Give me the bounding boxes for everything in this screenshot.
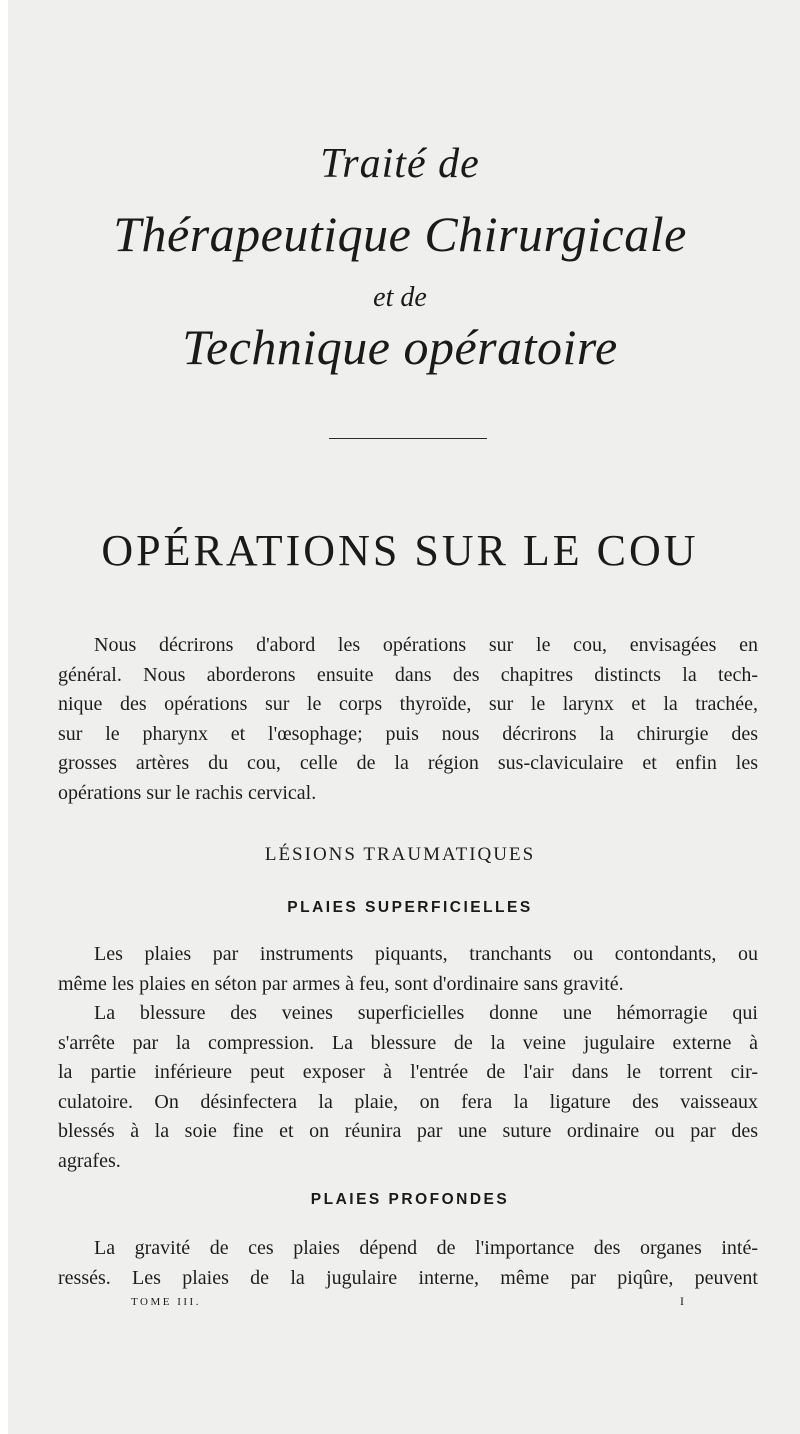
superficielles-line: agrafes. — [58, 1149, 121, 1172]
intro-line: général. Nous aborderons ensuite dans des chapitres distincts la tech- — [58, 663, 758, 686]
title-line-therapeutique: Thérapeutique Chirurgicale — [113, 206, 687, 262]
intro-line: opérations sur le rachis cervical. — [58, 781, 317, 804]
heading-plaies-superficielles: PLAIES SUPERFICIELLES — [287, 899, 533, 916]
intro-line: nique des opérations sur le corps thyroïde, sur le larynx et la trachée, — [58, 693, 758, 715]
heading-plaies-profondes: PLAIES PROFONDES — [310, 1191, 510, 1208]
title-divider — [329, 438, 487, 439]
intro-line: grosses artères du cou, celle de la région sus-claviculaire et enfin les — [58, 752, 758, 774]
footer-tome: TOME III. — [131, 1296, 201, 1308]
superficielles-paragraph-1 — [58, 940, 758, 999]
superficielles-line: s'arrête par la compression. La blessure de la veine jugulaire externe à — [58, 1031, 758, 1054]
title-line-et-de: et de — [373, 282, 427, 313]
intro-line: sur le pharynx et l'œsophage; puis nous décrirons la chirurgie des — [58, 722, 758, 745]
superficielles-line: même les plaies en séton par armes à feu, sont d'ordinaire sans gravité. — [58, 972, 624, 995]
superficielles-line: La blessure des veines superficielles donne une hémorragie qui — [94, 1002, 758, 1024]
superficielles-line: culatoire. On désinfectera la plaie, on fera la ligature des vaisseaux — [58, 1090, 758, 1113]
intro-paragraph — [58, 631, 758, 808]
title-line-technique: Technique opératoire — [182, 319, 618, 375]
page-number: I — [680, 1294, 684, 1308]
profondes-line: ressés. Les plaies de la jugulaire interne, même par piqûre, peuvent — [58, 1266, 758, 1289]
heading-lesions-traumatiques: LÉSIONS TRAUMATIQUES — [264, 844, 536, 865]
intro-line: Nous décrirons d'abord les opérations sur le cou, envisagées en — [94, 634, 758, 656]
superficielles-line: la partie inférieure peut exposer à l'entrée de l'air dans le torrent cir- — [58, 1061, 758, 1083]
section-title: OPÉRATIONS SUR LE COU — [101, 526, 699, 575]
superficielles-line: blessés à la soie fine et on réunira par une suture ordinaire ou par des — [58, 1120, 758, 1142]
superficielles-paragraph-2 — [58, 999, 758, 1176]
superficielles-line: Les plaies par instruments piquants, tranchants ou contondants, ou — [94, 943, 758, 965]
profondes-paragraph — [58, 1234, 758, 1293]
profondes-line: La gravité de ces plaies dépend de l'importance des organes inté- — [94, 1237, 758, 1259]
title-line-traite: Traité de — [320, 141, 480, 187]
